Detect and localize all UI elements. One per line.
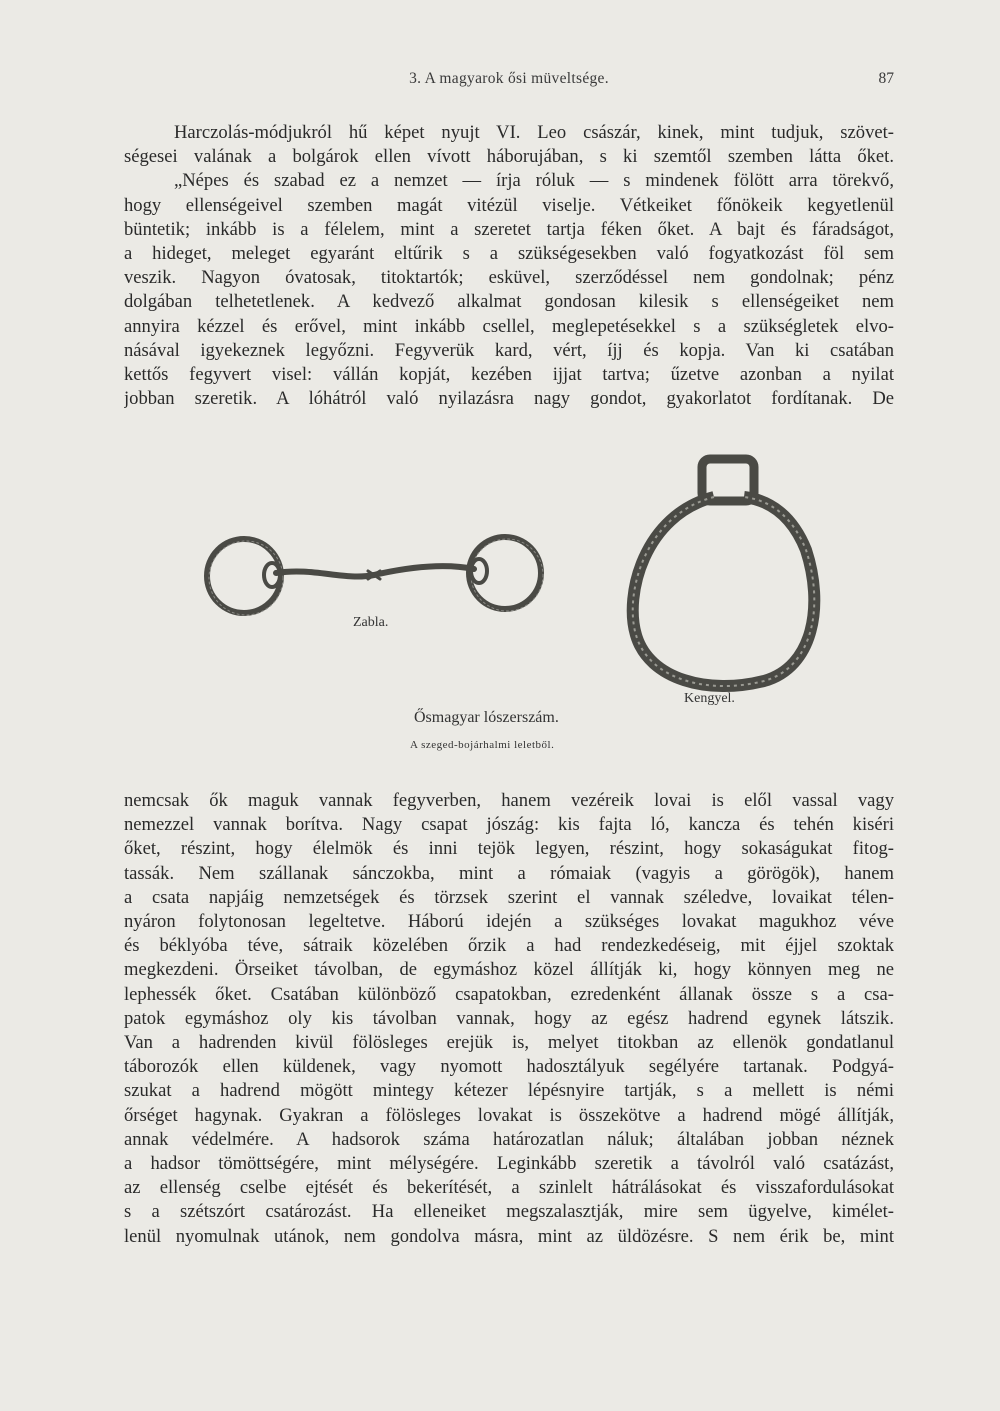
text-line: lenül nyomulnak utánok, nem gondolva másra, mint az üldözésre. S nem érik be, mint bbox=[124, 1225, 894, 1247]
text-line: annak védelmére. A hadsorok száma határozatlan náluk; általában jobban néznek bbox=[124, 1128, 894, 1150]
text-line: hogy ellenségeivel szemben magát vitézül viselje. Vétkeiket főnökeik kegyetlenül bbox=[124, 194, 894, 216]
text-line: annyira kézzel és erővel, mint inkább csellel, meglepetésekkel s a szükségletek elvo- bbox=[124, 315, 894, 337]
running-head bbox=[124, 70, 894, 96]
bit-right-bar bbox=[374, 566, 474, 575]
text-line: s a szétszórt csatározást. Ha elleneiket megszalasztják, mire sem ügyelve, kimélet- bbox=[124, 1201, 894, 1223]
text-line: veszik. Nagyon óvatosak, titoktartók; esküvel, szerződéssel nem gondolnak; pénz bbox=[124, 267, 894, 289]
text-line: „Népes és szabad ez a nemzet — írja róluk — s mindenek fölött arra törekvő, bbox=[174, 170, 894, 192]
stirrup-loop bbox=[633, 497, 815, 686]
bit-label: Zabla. bbox=[353, 615, 389, 630]
text-line: dolgában telhetetlenek. A kedvező alkalmat gondosan kilesik s ellenségeiket nem bbox=[124, 291, 894, 313]
horse-gear-figure bbox=[124, 445, 894, 775]
figure-caption: Ősmagyar lószerszám. bbox=[414, 709, 559, 726]
text-line: ségesei valának a bolgárok ellen vívott háborujában, s ki szemtől szemben látta őket. bbox=[124, 146, 894, 168]
text-line: násával igyekeznek legyőzni. Fegyverük kard, vért, íjj és kopja. Van ki csatában bbox=[124, 339, 894, 361]
stirrup-label: Kengyel. bbox=[684, 691, 735, 706]
figure-subcaption: A szeged-bojárhalmi leletből. bbox=[410, 739, 555, 751]
text-line: tassák. Nem szállanak sánczokba, mint a rómaiak (vagyis a görögök), hanem bbox=[124, 862, 894, 884]
text-line: szukat a hadrend mögött mintegy kétezer lépésnyire tartják, s a mellett is némi bbox=[124, 1080, 894, 1102]
text-line: Harczolás-módjukról hű képet nyujt VI. Leo császár, kinek, mint tudjuk, szövet- bbox=[174, 122, 894, 143]
stirrup-illustration bbox=[633, 459, 815, 686]
text-line: nemcsak ők maguk vannak fegyverben, hanem vezéreik lovai is elől vassal vagy bbox=[124, 790, 894, 811]
bit-left-bar bbox=[276, 571, 374, 576]
text-line: és béklyóba téve, sátraik közelében őrzik a had rendezkedéseig, mit éjjel szoktak bbox=[124, 935, 894, 957]
bit-illustration bbox=[207, 537, 543, 615]
text-line: nemezzel vannak borítva. Nagy csapat jószág: kis fajta ló, kancza és tehén kiséri bbox=[124, 814, 894, 836]
chapter-title: 3. A magyarok ősi müveltsége. bbox=[409, 70, 609, 87]
text-line: megkezdeni. Örseiket távolban, de egymáshoz közel állítják ki, hogy könnyen meg ne bbox=[124, 959, 894, 981]
text-line: a csata napjáig nemzetségek és törzsek szerint el vannak széledve, lovaikat télen- bbox=[124, 886, 894, 908]
paragraph-2 bbox=[124, 789, 894, 1249]
text-line: nyáron folytonosan legeltetve. Háború idején a szükséges lovakat magukhoz véve bbox=[124, 911, 894, 933]
text-line: őrséget hagynak. Gyakran a fölösleges lovakat is összekötve a hadrend mögé állítják, bbox=[124, 1104, 894, 1126]
text-line: lephessék őket. Csatában különböző csapatokban, ezredenként állanak össze s a csa- bbox=[124, 983, 894, 1005]
text-line: a hadsor tömöttségére, mint mélységére. Leginkább szeretik a távolról való csatázást, bbox=[124, 1153, 894, 1175]
text-line: őket, részint, hogy élelmök és inni tejök legyen, részint, hogy sokaságukat fitog- bbox=[124, 838, 894, 860]
text-line: táborozók ellen küldenek, vagy nyomott hadosztályuk segélyére tartanak. Podgyá- bbox=[124, 1056, 894, 1078]
page-number: 87 bbox=[878, 70, 894, 87]
paragraph-1 bbox=[124, 121, 894, 411]
text-line: kettős fegyvert visel: vállán kopját, kezében ijjat tartva; űzetve azonban a nyilat bbox=[124, 364, 894, 386]
text-line: jobban szeretik. A lóhátról való nyilazásra nagy gondot, gyakorlatot fordítanak. De bbox=[124, 388, 894, 410]
text-line: büntetik; inkább is a félelem, mint a szeretet tartja féken őket. A bajt és fáradságot, bbox=[124, 218, 894, 240]
text-line: a hideget, meleget egyaránt eltűrik s a szükségesekben való fogyatkozást föl sem bbox=[124, 243, 894, 265]
text-line: az ellenség cselbe ejtését és bekerítését, a szinlelt hátrálásokat és visszafordulásokat bbox=[124, 1177, 894, 1199]
text-line: Van a hadrenden kivül fölösleges erejük is, melyet titokban az ellenök gondatlanul bbox=[124, 1032, 894, 1054]
text-line: patok egymáshoz oly kis távolban vannak, hogy az egész hadrend egynek látszik. bbox=[124, 1007, 894, 1029]
